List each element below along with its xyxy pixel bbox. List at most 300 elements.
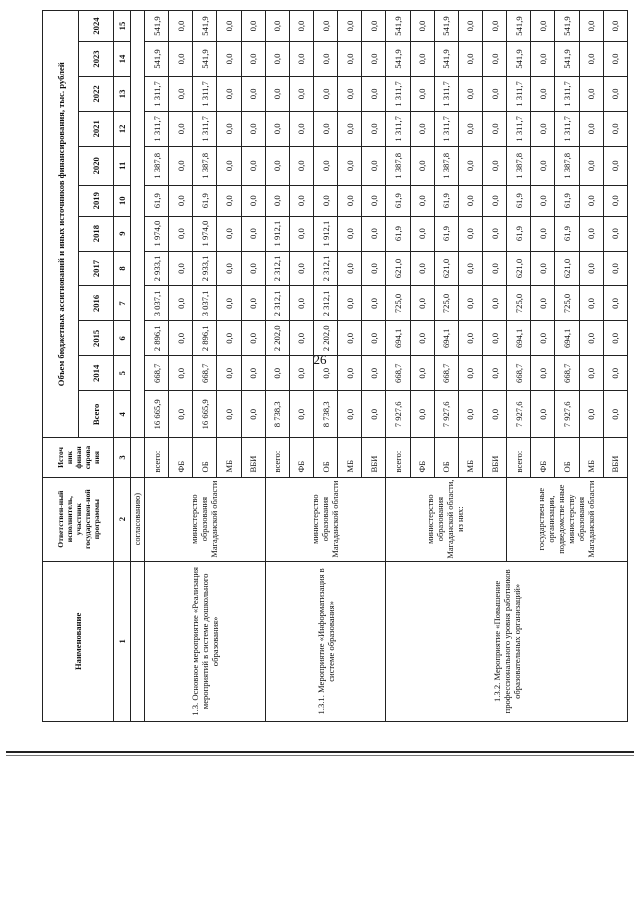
header-year: 2020 <box>79 146 114 185</box>
row-value: 0,0 <box>579 42 603 77</box>
column-number: 8 <box>114 251 131 286</box>
row-value: 0,0 <box>241 146 265 185</box>
row-value: 0,0 <box>482 216 506 251</box>
row-value: 0,0 <box>482 42 506 77</box>
row-value: 0,0 <box>217 11 241 42</box>
row-value: 2 933,1 <box>193 251 217 286</box>
row-value: 0,0 <box>169 216 193 251</box>
row-value: 0,0 <box>458 146 482 185</box>
row-value: 1 387,8 <box>434 146 458 185</box>
row-value: 0,0 <box>362 146 386 185</box>
row-value: 0,0 <box>531 321 555 356</box>
row-value: 0,0 <box>313 185 337 216</box>
row-value: 0,0 <box>338 251 362 286</box>
row-value: 2 202,0 <box>265 321 289 356</box>
row-value: 0,0 <box>217 356 241 391</box>
row-source: всего: <box>507 438 531 477</box>
table-body <box>131 11 628 722</box>
row-source: ФБ <box>531 438 555 477</box>
row-value: 1 311,7 <box>434 111 458 146</box>
row-value: 0,0 <box>531 146 555 185</box>
row-value: 0,0 <box>169 286 193 321</box>
row-value: 61,9 <box>555 216 579 251</box>
header-volume-title: Объем бюджетных ассигнований и иных источников финансирования, тыс. рублей <box>43 11 79 438</box>
page-rule <box>6 751 634 753</box>
row-value: 0,0 <box>362 356 386 391</box>
row-value: 16 665,9 <box>193 391 217 438</box>
row-value: 2 933,1 <box>145 251 169 286</box>
row-value: 3 037,1 <box>193 286 217 321</box>
row-value: 668,7 <box>386 356 410 391</box>
table-row <box>265 11 289 722</box>
row-value: 0,0 <box>531 11 555 42</box>
row-value: 0,0 <box>603 111 627 146</box>
row-value: 8 738,3 <box>313 391 337 438</box>
row-source: МБ <box>579 438 603 477</box>
column-number: 7 <box>114 286 131 321</box>
row-value: 0,0 <box>265 356 289 391</box>
row-value: 0,0 <box>289 42 313 77</box>
row-value: 2 312,1 <box>265 251 289 286</box>
row-value: 0,0 <box>289 251 313 286</box>
row-value: 0,0 <box>579 185 603 216</box>
row-value: 8 738,3 <box>265 391 289 438</box>
row-value: 0,0 <box>531 76 555 111</box>
row-value: 0,0 <box>579 76 603 111</box>
row-source: ФБ <box>410 438 434 477</box>
header-year: 2019 <box>79 185 114 216</box>
row-value: 1 311,7 <box>193 76 217 111</box>
row-value: 7 927,6 <box>434 391 458 438</box>
header-year: 2018 <box>79 216 114 251</box>
header-source: Источ ник финан сирова ния <box>43 438 114 477</box>
row-value: 541,9 <box>555 42 579 77</box>
row-value: 0,0 <box>458 42 482 77</box>
column-number: 1 <box>114 561 131 721</box>
row-value: 0,0 <box>362 286 386 321</box>
row-value: 0,0 <box>458 286 482 321</box>
row-value: 0,0 <box>289 216 313 251</box>
row-value: 0,0 <box>169 111 193 146</box>
row-value: 1 387,8 <box>386 146 410 185</box>
row-value: 0,0 <box>265 185 289 216</box>
row-value: 0,0 <box>410 321 434 356</box>
row-value: 0,0 <box>579 286 603 321</box>
row-value: 1 387,8 <box>193 146 217 185</box>
row-value: 0,0 <box>313 76 337 111</box>
row-source: ВБИ <box>482 438 506 477</box>
column-number: 14 <box>114 42 131 77</box>
row-value: 725,0 <box>507 286 531 321</box>
row-value: 0,0 <box>458 76 482 111</box>
column-number: 9 <box>114 216 131 251</box>
row-value: 0,0 <box>579 356 603 391</box>
row-value: 0,0 <box>169 146 193 185</box>
row-value: 1 311,7 <box>434 76 458 111</box>
row-value: 0,0 <box>410 76 434 111</box>
row-value: 0,0 <box>169 185 193 216</box>
row-value: 621,0 <box>386 251 410 286</box>
row-value: 0,0 <box>482 286 506 321</box>
row-value: 0,0 <box>531 111 555 146</box>
row-value: 0,0 <box>410 391 434 438</box>
row-value: 0,0 <box>410 356 434 391</box>
row-value: 541,9 <box>145 42 169 77</box>
row-value: 0,0 <box>265 76 289 111</box>
row-value: 0,0 <box>241 356 265 391</box>
row-value: 0,0 <box>217 185 241 216</box>
row-value: 1 912,1 <box>313 216 337 251</box>
row-value: 0,0 <box>458 321 482 356</box>
row-value: 2 896,1 <box>145 321 169 356</box>
row-value: 0,0 <box>458 251 482 286</box>
row-value: 0,0 <box>531 286 555 321</box>
row-value: 0,0 <box>362 391 386 438</box>
column-number: 4 <box>114 391 131 438</box>
row-value: 0,0 <box>410 11 434 42</box>
row-name: 1.3.1. Мероприятие «Информатизация в системе образования» <box>265 561 386 721</box>
row-value: 725,0 <box>434 286 458 321</box>
row-value: 0,0 <box>603 216 627 251</box>
row-value: 0,0 <box>313 42 337 77</box>
row-value: 0,0 <box>313 356 337 391</box>
row-value: 0,0 <box>338 111 362 146</box>
row-value: 0,0 <box>265 11 289 42</box>
row-value: 0,0 <box>603 185 627 216</box>
header-year: 2021 <box>79 111 114 146</box>
column-number: 13 <box>114 76 131 111</box>
row-value: 3 037,1 <box>145 286 169 321</box>
row-value: 0,0 <box>241 185 265 216</box>
row-value: 0,0 <box>338 356 362 391</box>
row-value: 541,9 <box>507 42 531 77</box>
row-value: 0,0 <box>338 42 362 77</box>
row-value: 0,0 <box>362 321 386 356</box>
row-value: 0,0 <box>603 321 627 356</box>
row-value: 541,9 <box>193 11 217 42</box>
row-value: 0,0 <box>265 146 289 185</box>
row-value: 0,0 <box>338 146 362 185</box>
row-value: 0,0 <box>458 111 482 146</box>
row-value: 0,0 <box>217 111 241 146</box>
row-value: 541,9 <box>434 11 458 42</box>
row-value: 0,0 <box>603 286 627 321</box>
row-source: МБ <box>217 438 241 477</box>
continuation-blank-source <box>131 438 145 477</box>
row-value: 0,0 <box>241 251 265 286</box>
row-value: 0,0 <box>217 146 241 185</box>
row-value: 0,0 <box>217 216 241 251</box>
row-value: 0,0 <box>362 11 386 42</box>
row-value: 61,9 <box>434 185 458 216</box>
row-value: 0,0 <box>313 11 337 42</box>
row-value: 0,0 <box>579 321 603 356</box>
table-row <box>386 11 410 722</box>
row-value: 0,0 <box>217 286 241 321</box>
row-value: 0,0 <box>169 356 193 391</box>
row-value: 0,0 <box>241 321 265 356</box>
row-value: 0,0 <box>289 111 313 146</box>
row-value: 0,0 <box>531 356 555 391</box>
header-year: 2022 <box>79 76 114 111</box>
row-value: 694,1 <box>555 321 579 356</box>
row-value: 0,0 <box>482 356 506 391</box>
row-value: 1 311,7 <box>193 111 217 146</box>
column-number: 10 <box>114 185 131 216</box>
row-value: 668,7 <box>145 356 169 391</box>
row-value: 1 311,7 <box>386 76 410 111</box>
row-value: 0,0 <box>217 42 241 77</box>
row-value: 7 927,6 <box>507 391 531 438</box>
row-value: 668,7 <box>507 356 531 391</box>
column-number: 11 <box>114 146 131 185</box>
row-value: 0,0 <box>482 251 506 286</box>
row-value: 694,1 <box>434 321 458 356</box>
row-value: 7 927,6 <box>555 391 579 438</box>
row-value: 0,0 <box>217 251 241 286</box>
header-year: 2023 <box>79 42 114 77</box>
row-value: 0,0 <box>362 251 386 286</box>
row-source: ВБИ <box>603 438 627 477</box>
row-executor: государствен ные организации, подведомстве нные министерству образования Магаданской области <box>507 477 628 561</box>
row-value: 0,0 <box>458 11 482 42</box>
row-value: 0,0 <box>169 391 193 438</box>
row-value: 0,0 <box>458 216 482 251</box>
row-value: 0,0 <box>169 76 193 111</box>
header-year: 2014 <box>79 356 114 391</box>
row-value: 0,0 <box>531 216 555 251</box>
row-value: 0,0 <box>338 185 362 216</box>
row-value: 694,1 <box>507 321 531 356</box>
table-row <box>145 11 169 722</box>
row-value: 0,0 <box>265 111 289 146</box>
row-value: 0,0 <box>289 391 313 438</box>
row-value: 1 311,7 <box>507 111 531 146</box>
row-value: 668,7 <box>434 356 458 391</box>
row-value: 0,0 <box>241 111 265 146</box>
header-year: 2017 <box>79 251 114 286</box>
row-value: 0,0 <box>458 185 482 216</box>
row-value: 541,9 <box>145 11 169 42</box>
row-value: 0,0 <box>579 216 603 251</box>
row-value: 541,9 <box>386 42 410 77</box>
row-value: 668,7 <box>193 356 217 391</box>
continuation-blank-values <box>131 11 145 438</box>
row-value: 0,0 <box>482 185 506 216</box>
page-number: 26 <box>313 352 327 367</box>
column-number: 2 <box>114 477 131 561</box>
row-value: 0,0 <box>289 76 313 111</box>
row-value: 0,0 <box>410 251 434 286</box>
row-value: 0,0 <box>603 251 627 286</box>
header-name: Наименование <box>43 561 114 721</box>
row-value: 668,7 <box>555 356 579 391</box>
row-value: 0,0 <box>458 356 482 391</box>
row-executor: министерство образования Магаданской области <box>145 477 266 561</box>
row-value: 0,0 <box>531 185 555 216</box>
column-number: 6 <box>114 321 131 356</box>
row-value: 0,0 <box>482 111 506 146</box>
row-value: 1 311,7 <box>145 111 169 146</box>
header-total: Всего <box>79 391 114 438</box>
row-value: 0,0 <box>410 286 434 321</box>
row-value: 0,0 <box>362 76 386 111</box>
row-value: 0,0 <box>603 356 627 391</box>
row-source: ФБ <box>289 438 313 477</box>
continuation-name <box>131 561 145 721</box>
row-executor: министерство образования Магаданской области <box>265 477 386 561</box>
row-source: ОБ <box>193 438 217 477</box>
row-value: 1 311,7 <box>145 76 169 111</box>
row-value: 0,0 <box>603 11 627 42</box>
row-name: 1.3.2. Мероприятие «Повышение профессионального уровня работников образовательных организаций» <box>386 561 628 721</box>
row-value: 2 312,1 <box>265 286 289 321</box>
row-source: всего: <box>145 438 169 477</box>
row-value: 0,0 <box>289 356 313 391</box>
row-value: 1 974,0 <box>193 216 217 251</box>
row-value: 0,0 <box>338 321 362 356</box>
column-number: 5 <box>114 356 131 391</box>
row-value: 0,0 <box>338 11 362 42</box>
row-value: 0,0 <box>338 286 362 321</box>
row-value: 0,0 <box>338 391 362 438</box>
row-value: 0,0 <box>289 321 313 356</box>
row-value: 0,0 <box>482 76 506 111</box>
row-value: 61,9 <box>555 185 579 216</box>
row-value: 0,0 <box>313 111 337 146</box>
row-value: 0,0 <box>241 76 265 111</box>
row-value: 0,0 <box>241 286 265 321</box>
row-value: 0,0 <box>603 391 627 438</box>
row-value: 0,0 <box>241 42 265 77</box>
row-value: 0,0 <box>458 391 482 438</box>
row-value: 0,0 <box>410 216 434 251</box>
row-value: 694,1 <box>386 321 410 356</box>
row-value: 0,0 <box>313 146 337 185</box>
row-value: 1 311,7 <box>555 111 579 146</box>
row-value: 0,0 <box>289 11 313 42</box>
row-value: 0,0 <box>603 76 627 111</box>
row-value: 1 387,8 <box>507 146 531 185</box>
row-value: 0,0 <box>579 251 603 286</box>
header-executor: Ответствен-ный исполнитель, участник государствен-ной программы <box>43 477 114 561</box>
row-source: МБ <box>338 438 362 477</box>
row-value: 0,0 <box>482 391 506 438</box>
row-value: 1 311,7 <box>386 111 410 146</box>
row-value: 1 311,7 <box>507 76 531 111</box>
row-value: 0,0 <box>362 185 386 216</box>
row-value: 0,0 <box>579 391 603 438</box>
row-value: 541,9 <box>193 42 217 77</box>
row-value: 0,0 <box>362 216 386 251</box>
row-value: 2 202,0 <box>313 321 337 356</box>
row-source: ОБ <box>313 438 337 477</box>
row-value: 0,0 <box>217 321 241 356</box>
row-value: 725,0 <box>555 286 579 321</box>
row-value: 0,0 <box>217 76 241 111</box>
row-value: 61,9 <box>507 216 531 251</box>
column-number: 15 <box>114 11 131 42</box>
row-value: 0,0 <box>289 185 313 216</box>
row-executor: министерство образования Магаданской области, из них: <box>386 477 507 561</box>
row-value: 1 311,7 <box>555 76 579 111</box>
row-value: 61,9 <box>193 185 217 216</box>
continuation-row <box>131 11 145 722</box>
row-value: 0,0 <box>241 11 265 42</box>
row-value: 2 896,1 <box>193 321 217 356</box>
row-name: 1.3. Основное мероприятие «Реализация мероприятий в системе дошкольного образования» <box>145 561 266 721</box>
row-value: 2 312,1 <box>313 251 337 286</box>
row-value: 61,9 <box>386 216 410 251</box>
row-value: 0,0 <box>265 42 289 77</box>
row-source: всего: <box>386 438 410 477</box>
column-number: 12 <box>114 111 131 146</box>
page-rule-thin <box>6 755 634 756</box>
row-value: 1 387,8 <box>555 146 579 185</box>
row-value: 0,0 <box>579 111 603 146</box>
row-value: 0,0 <box>410 111 434 146</box>
row-value: 61,9 <box>507 185 531 216</box>
row-value: 0,0 <box>410 146 434 185</box>
row-value: 1 912,1 <box>265 216 289 251</box>
row-value: 541,9 <box>555 11 579 42</box>
row-value: 0,0 <box>482 146 506 185</box>
column-number: 3 <box>114 438 131 477</box>
row-value: 0,0 <box>410 185 434 216</box>
row-value: 0,0 <box>410 42 434 77</box>
row-source: ОБ <box>555 438 579 477</box>
row-value: 621,0 <box>507 251 531 286</box>
financing-table <box>42 10 628 722</box>
row-value: 16 665,9 <box>145 391 169 438</box>
header-year: 2015 <box>79 321 114 356</box>
row-value: 0,0 <box>362 42 386 77</box>
row-value: 0,0 <box>289 286 313 321</box>
row-value: 0,0 <box>338 76 362 111</box>
row-value: 61,9 <box>145 185 169 216</box>
row-value: 7 927,6 <box>386 391 410 438</box>
row-value: 61,9 <box>386 185 410 216</box>
row-value: 0,0 <box>482 11 506 42</box>
row-value: 0,0 <box>169 251 193 286</box>
row-value: 0,0 <box>531 391 555 438</box>
row-value: 0,0 <box>362 111 386 146</box>
row-value: 2 312,1 <box>313 286 337 321</box>
row-value: 1 974,0 <box>145 216 169 251</box>
row-source: ОБ <box>434 438 458 477</box>
row-source: ФБ <box>169 438 193 477</box>
row-value: 0,0 <box>531 42 555 77</box>
row-value: 0,0 <box>579 146 603 185</box>
row-value: 0,0 <box>603 146 627 185</box>
row-source: ВБИ <box>362 438 386 477</box>
row-source: ВБИ <box>241 438 265 477</box>
row-value: 541,9 <box>507 11 531 42</box>
row-source: МБ <box>458 438 482 477</box>
continuation-executor: согласованию) <box>131 477 145 561</box>
header-column-numbers <box>114 11 131 722</box>
row-value: 0,0 <box>241 216 265 251</box>
rotated-table-wrapper <box>42 10 628 722</box>
row-value: 621,0 <box>434 251 458 286</box>
row-value: 0,0 <box>289 146 313 185</box>
row-value: 1 387,8 <box>145 146 169 185</box>
row-value: 541,9 <box>386 11 410 42</box>
row-source: всего: <box>265 438 289 477</box>
row-value: 0,0 <box>169 321 193 356</box>
row-value: 541,9 <box>434 42 458 77</box>
row-value: 725,0 <box>386 286 410 321</box>
